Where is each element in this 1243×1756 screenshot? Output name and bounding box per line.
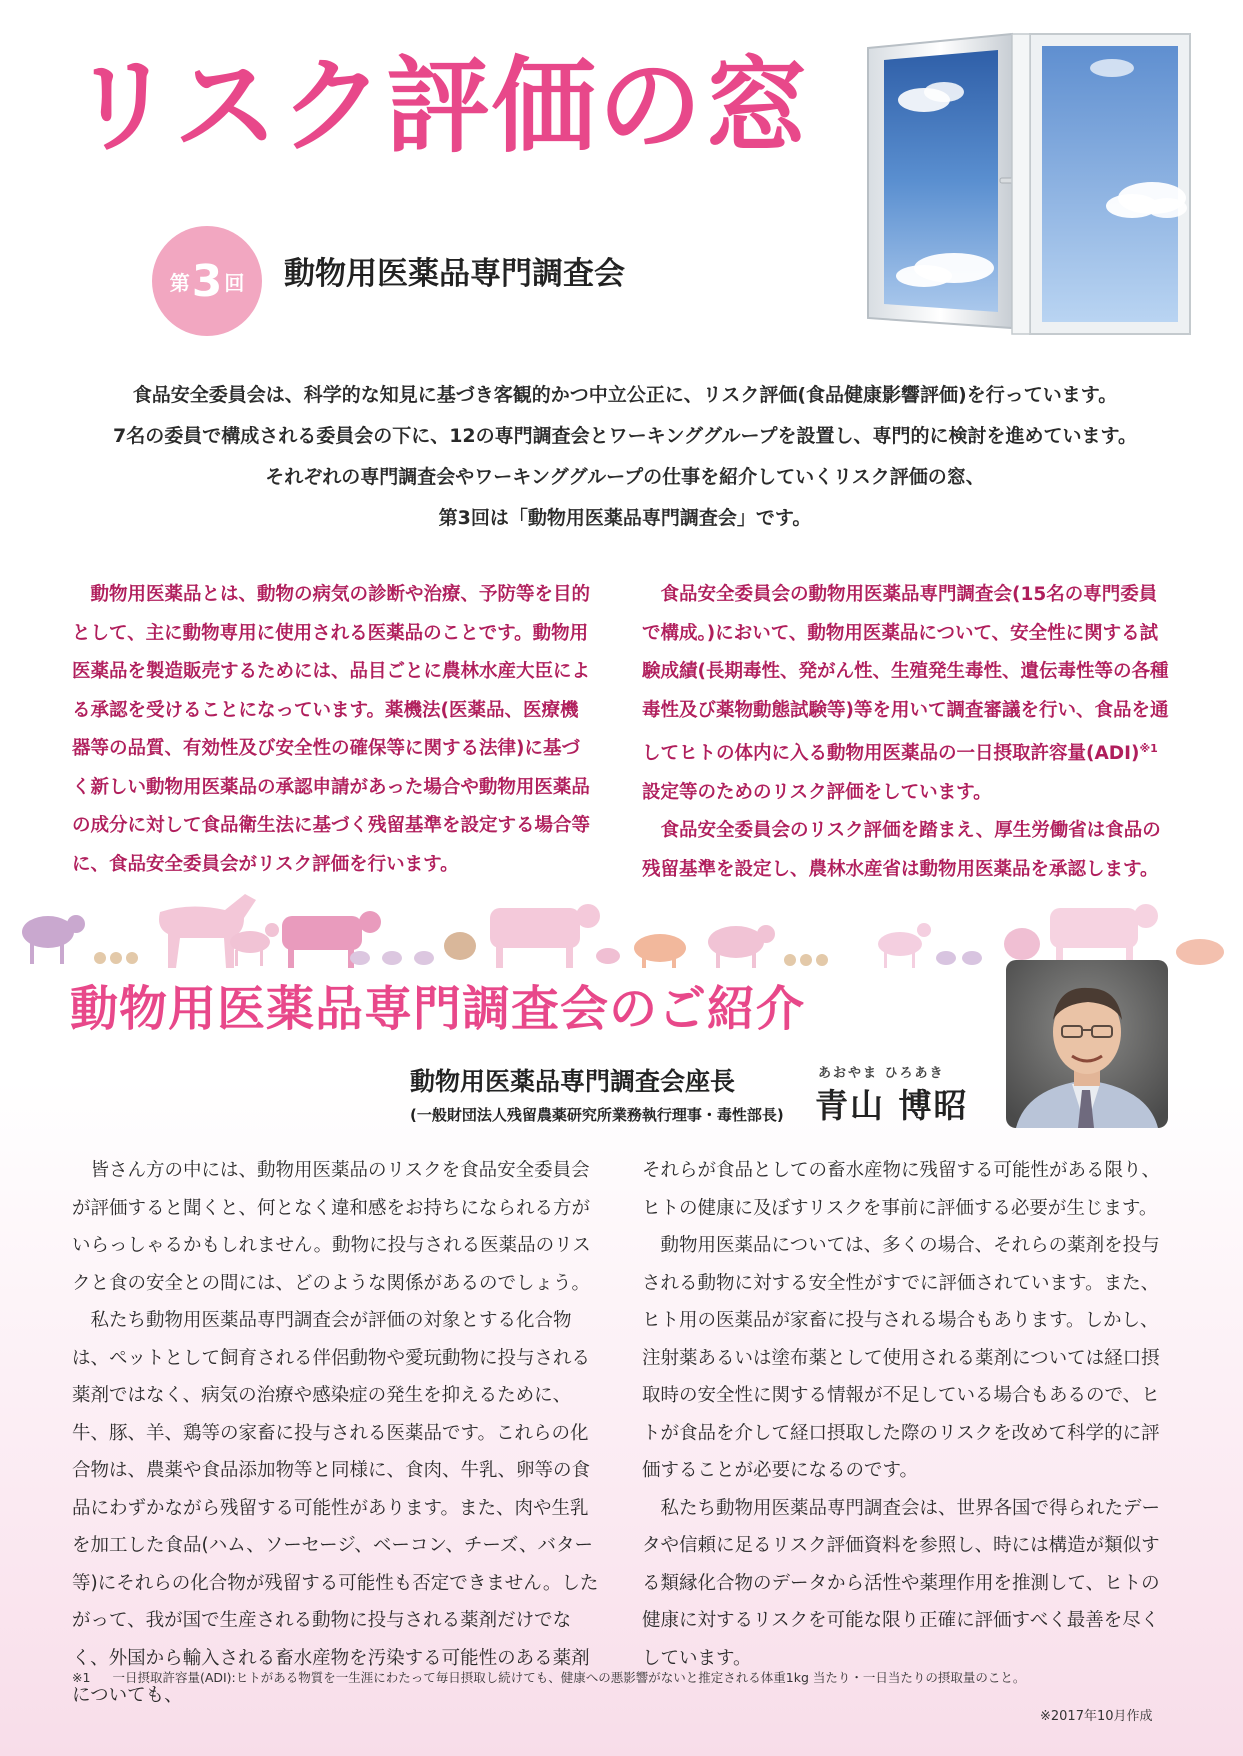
sheep-icon	[708, 925, 775, 968]
intro-line: 第3回は「動物用医薬品専門調査会」です。	[438, 507, 812, 529]
footnote-text: 一日摂取許容量(ADI):ヒトがある物質を一生涯にわたって毎日摂取し続けても、健康への悪影響がないと推定される体重1kg 当たり・一日当たりの摂取量のこと。	[112, 1670, 1026, 1685]
body-paragraph: それらが食品としての畜水産物に残留する可能性がある限り、ヒトの健康に及ぼすリスクを事前に評価する必要が生じます。	[642, 1160, 1161, 1219]
intro-line: 7名の委員で構成される委員会の下に、12の専門調査会とワーキンググループを設置し、専門的に検討を進めています。	[112, 425, 1138, 447]
duck-icon	[350, 951, 434, 965]
goat-icon	[878, 923, 931, 968]
intro-line: 食品安全委員会は、科学的な知見に基づき客観的かつ中立公正に、リスク評価(食品健康影響評価)を行っています。	[132, 384, 1118, 406]
intro-line: それぞれの専門調査会やワーキンググループの仕事を紹介していくリスク評価の窓、	[265, 466, 985, 488]
description-left	[72, 576, 596, 884]
footnote-mark: ※1	[72, 1670, 91, 1685]
introduction-right-column	[642, 1152, 1170, 1677]
pig-icon	[1176, 939, 1224, 965]
committee-subtitle: 動物用医薬品専門調査会	[284, 256, 625, 292]
body-paragraph: 私たち動物用医薬品専門調査会は、世界各国で得られたデータや信頼に足るリスク評価資料を参照し、時には構造が類似する類縁化合物のデータから活性や薬理作用を推測して、ヒトの健康に対するリスクを可能な限り正確に評価すべく最善を尽くしています。	[642, 1497, 1161, 1669]
chair-name-reading: あおやま ひろあき	[818, 1066, 945, 1081]
created-date: ※2017年10月作成	[1040, 1709, 1153, 1724]
piglet-icon	[596, 948, 620, 964]
description-text: 食品安全委員会の動物用医薬品専門調査会(15名の専門委員で構成。)において、動物用医薬品について、安全性に関する試験成績(長期毒性、発がん性、生殖発生毒性、遺伝毒性等の各種毒性及び薬物動態試験等)等を用いて調査審議を行い、食品を通してヒトの体内に入る動物用医薬品の一日摂取許容量(ADI)	[642, 584, 1169, 765]
footnote-ref: ※1	[1139, 742, 1158, 755]
sheep-icon	[22, 915, 85, 964]
body-paragraph: 動物用医薬品については、多くの場合、それらの薬剤を投与される動物に対する安全性がすでに評価されています。また、ヒト用の医薬品が家畜に投与される場合もあります。しかし、注射薬あるいは塗布薬として使用される薬剤については経口摂取時の安全性に関する情報が不足している場合もあるので、ヒトが食品を介して経口摂取した際のリスクを改めて科学的に評価することが必要になるのです。	[642, 1235, 1160, 1481]
issue-prefix: 第	[169, 270, 190, 295]
window-illustration	[862, 28, 1196, 346]
issue-badge	[152, 226, 262, 336]
section-heading: 動物用医薬品専門調査会のご紹介	[70, 981, 806, 1037]
chair-portrait-photo	[1006, 960, 1168, 1128]
body-paragraph: 私たち動物用医薬品専門調査会が評価の対象とする化合物は、ペットとして飼育される伴侶動物や愛玩動物に投与される薬剤ではなく、病気の治療や感染症の発生を抑えるために、牛、豚、羊、鶏等の家畜に投与される医薬品です。これらの化合物は、農薬や食品添加物等と同様に、食肉、牛乳、卵等の食品にわずかながら残留する可能性があります。また、肉や生乳を加工した食品(ハム、ソーセージ、ベーコン、チーズ、バター等)にそれらの化合物が残留する可能性も否定できません。したがって、我が国で生産される動物に投与される薬剤だけでなく、外国から輸入される畜水産物を汚染する可能性のある薬剤についても、	[72, 1310, 599, 1706]
footnote	[72, 1668, 1025, 1686]
chick-icon	[94, 952, 138, 964]
turkey-icon	[444, 932, 476, 960]
description-paragraph: 動物用医薬品とは、動物の病気の診断や治療、予防等を目的として、主に動物専用に使用される医薬品のことです。動物用医薬品を製造販売するためには、品目ごとに農林水産大臣による承認を受けることになっています。薬機法(医薬品、医療機器等の品質、有効性及び安全性の確保等に関する法律)に基づく新しい動物用医薬品の承認申請があった場合や動物用医薬品の成分に対して食品衛生法に基づく残留基準を設定する場合等に、食品安全委員会がリスク評価を行います。	[72, 584, 591, 875]
description-text: 設定等のためのリスク評価をしています。	[642, 781, 992, 803]
intro-text	[80, 375, 1170, 539]
issue-suffix: 回	[224, 270, 245, 295]
horse-icon	[159, 894, 256, 968]
cow-icon	[1050, 904, 1158, 968]
page-title: リスク評価の窓	[70, 45, 810, 167]
turkey-icon	[1004, 928, 1040, 960]
description-paragraph	[642, 576, 1170, 812]
chair-role: 動物用医薬品専門調査会座長	[410, 1067, 736, 1096]
animal-silhouette-band	[20, 872, 1243, 972]
cow-icon	[490, 904, 600, 968]
duck-icon	[936, 951, 982, 965]
chair-affiliation: (一般財団法人残留農薬研究所業務執行理事・毒性部長)	[410, 1106, 784, 1124]
chair-name: 青山 博昭	[815, 1086, 969, 1125]
description-paragraph: 食品安全委員会のリスク評価を踏まえ、厚生労働省は食品の残留基準を設定し、農林水産省は動物用医薬品を承認します。	[642, 820, 1161, 880]
chick-icon	[784, 954, 828, 966]
introduction-left-column	[72, 1152, 599, 1715]
body-paragraph: 皆さん方の中には、動物用医薬品のリスクを食品安全委員会が評価すると聞くと、何となく違和感をお持ちになられる方がいらっしゃるかもしれません。動物に投与される医薬品のリスクと食の安全との間には、どのような関係があるのでしょう。	[72, 1160, 591, 1294]
issue-number: 3	[191, 255, 223, 307]
pig-icon	[634, 934, 686, 968]
description-right	[642, 576, 1170, 889]
